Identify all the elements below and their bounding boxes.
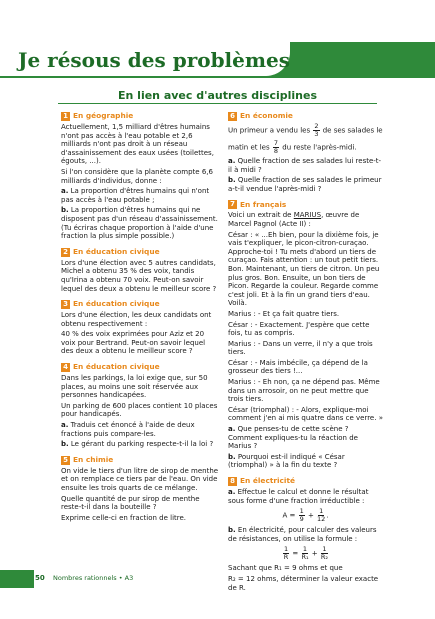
exercise-text: On vide le tiers d'un litre de sirop de menthe et on remplace ce tiers par de l'eau. On vide ensuite les trois quarts de ce mélange. (61, 466, 219, 492)
dialogue-line: César : - Mais imbécile, ça dépend de la grosseur des tiers !... (228, 358, 368, 376)
exercise-header (228, 200, 383, 209)
exercise-text: 40 % des voix exprimées pour Aziz et 20 voix pour Bertrand. Peut-on savoir lequel des deux a obtenu le meilleur score ? (61, 330, 206, 356)
operator: + (311, 549, 318, 558)
left-column (61, 112, 219, 529)
exercise-header (228, 112, 383, 121)
exercise-title: En éducation civique (73, 362, 160, 372)
exercise-number: 8 (228, 477, 237, 486)
text-fragment: du reste l'après-midi. (282, 143, 357, 152)
exercise-question: a. Quelle fraction de ses salades lui reste-t-il à midi ? (228, 157, 382, 174)
exercise-header (228, 477, 383, 486)
work-title: MARIUS (293, 211, 322, 220)
exercise-text: Un parking de 600 places contient 10 places pour handicapés. (61, 401, 218, 419)
exercise-2 (61, 248, 219, 293)
exercise-text: R₂ = 12 ohms, déterminer la valeur exacte de R. (228, 574, 379, 592)
right-column (228, 112, 383, 599)
exercise-text: Dans les parkings, la loi exige que, sur 50 places, au moins une soit réservée aux personnes handicapées. (61, 374, 208, 400)
exercise-question: a. Que penses-tu de cette scène ? Comment expliques-tu la réaction de Marius ? (228, 425, 358, 451)
fraction-denominator: 8 (273, 147, 279, 155)
exercise-question: a. Effectue le calcul et donne le résultat sous forme d'une fraction irréductible : (228, 488, 369, 505)
exercise-number: 1 (61, 112, 70, 121)
fraction-numerator: 2 (314, 122, 319, 130)
fraction-two-thirds (313, 123, 319, 138)
exercise-number: 7 (228, 200, 237, 209)
exercise-4 (61, 363, 219, 449)
footer-chapter: Nombres rationnels • A3 (53, 574, 134, 582)
exercise-title: En éducation civique (73, 246, 160, 256)
exercise-text: Actuellement, 1,5 milliard d'êtres humains n'ont pas accès à l'eau potable et 2,6 milliards n'ont pas droit à un réseau d'assainissement des eaux usées (toilettes, égouts, ...). (61, 123, 214, 166)
fraction-numerator: 1 (299, 507, 304, 516)
equation-lhs: A = (282, 511, 296, 520)
exercise-question: a. Traduis cet énoncé à l'aide de deux fractions puis compare-les. (61, 421, 195, 438)
exercise-question: b. Pourquoi est-il indiqué « César (triomphal) » à la fin du texte ? (228, 452, 345, 470)
fraction-numerator: 1 (322, 545, 327, 554)
exercise-number: 6 (228, 112, 237, 121)
exercise-number: 4 (61, 363, 70, 372)
equation-a (228, 508, 383, 523)
text-fragment: matin et les (228, 143, 270, 152)
exercise-question: a. La proportion d'êtres humains qui n'ont pas accès à l'eau potable ; (61, 187, 210, 204)
exercise-question: b. La proportion d'êtres humains qui ne disposent pas d'un réseau d'assainissement. (Tu écriras chaque proportion à l'aide d'une fraction la plus simple possible.) (61, 206, 218, 241)
exercise-number: 5 (61, 456, 70, 465)
exercise-header (61, 363, 219, 372)
exercise-question: b. En électricité, pour calculer des valeurs de résistances, on utilise la formule : (228, 526, 377, 543)
fraction (283, 546, 289, 561)
exercise-header (61, 300, 219, 309)
exercise-text: Si l'on considère que la planète compte 6,6 milliards d'individus, donne : (61, 167, 213, 185)
exercise-3 (61, 300, 219, 356)
dialogue-line: César : - Exactement. J'espère que cette fois, tu as compris. (228, 320, 370, 338)
exercise-text: Lors d'une élection avec 5 autres candidats, Michel a obtenu 35 % des voix, tandis qu'Irina a obtenu 70 voix. Peut-on savoir lequel des deux a obtenu le meilleur score ? (61, 258, 217, 293)
dialogue-line: César (triomphal) : - Alors, explique-moi comment j'en ai mis quatre dans ce verre. » (228, 405, 383, 423)
fraction-numerator: 7 (273, 139, 279, 147)
text-fragment: Voici un extrait de (228, 211, 292, 220)
subtitle-underline (58, 103, 377, 104)
exercise-text (228, 140, 383, 155)
fraction (317, 508, 325, 523)
exercise-intro (228, 211, 383, 228)
text-fragment: Un primeur a vendu les (228, 126, 311, 135)
exercise-title: En éducation civique (73, 299, 160, 309)
exercise-header (61, 456, 219, 465)
fraction-denominator: R (283, 553, 289, 562)
exercise-title: En économie (240, 111, 293, 121)
fraction-numerator: 1 (302, 545, 308, 554)
page-header (0, 0, 435, 88)
exercise-number: 3 (61, 300, 70, 309)
fraction-denominator: R₂ (320, 553, 329, 562)
exercise-text: Quelle quantité de pur sirop de menthe reste-t-il dans la bouteille ? (61, 494, 200, 512)
exercise-title: En chimie (73, 455, 114, 465)
footer-green-tab (0, 570, 34, 588)
equation-end: . (326, 511, 329, 520)
dialogue-line: Marius : - Dans un verre, il n'y a que trois tiers. (228, 339, 373, 357)
text-fragment: , œuvre de Marcel Pagnol (Acte II) : (228, 211, 360, 228)
text-fragment: de ses salades le (322, 126, 383, 135)
page-number: 50 (35, 574, 45, 582)
fraction-denominator: 9 (299, 515, 304, 524)
exercise-header (61, 112, 219, 121)
operator: + (307, 511, 314, 520)
section-subtitle: En lien avec d'autres disciplines (118, 89, 317, 102)
page-title: Je résous des problèmes (18, 48, 291, 72)
exercise-title: En géographie (73, 111, 134, 121)
exercise-7 (228, 200, 383, 470)
exercise-text: Sachant que R₁ = 9 ohms et que (228, 564, 343, 573)
fraction (321, 546, 328, 561)
fraction-numerator: 1 (319, 507, 324, 516)
exercise-5 (61, 456, 219, 523)
exercise-title: En français (240, 199, 287, 209)
exercise-question: b. Quelle fraction de ses salades le primeur a-t-il vendue l'après-midi ? (228, 176, 382, 193)
exercise-text: Exprime celle-ci en fraction de litre. (61, 513, 187, 522)
exercise-title: En électricité (240, 476, 295, 486)
exercise-6 (228, 112, 383, 193)
fraction (301, 546, 308, 561)
exercise-header (61, 248, 219, 257)
dialogue-line: Marius : - Eh non, ça ne dépend pas. Même dans un arrosoir, on ne peut mettre que trois tiers. (228, 378, 380, 404)
fraction-denominator: 12 (317, 515, 326, 524)
exercise-text: Lors d'une élection, les deux candidats ont obtenu respectivement : (61, 311, 212, 328)
exercise-8 (228, 477, 383, 592)
fraction-denominator: 3 (314, 130, 319, 138)
fraction-seven-eighths (273, 140, 279, 155)
fraction-denominator: R₁ (301, 553, 309, 562)
fraction-numerator: 1 (283, 545, 289, 554)
operator: = (292, 549, 299, 558)
exercise-1 (61, 112, 219, 241)
dialogue-line: Marius : - Et ça fait quatre tiers. (228, 309, 340, 318)
fraction (299, 508, 305, 523)
exercise-question: b. Le gérant du parking respecte-t-il la loi ? (61, 440, 214, 449)
exercise-number: 2 (61, 248, 70, 257)
equation-resistance (228, 546, 383, 561)
exercise-text (228, 123, 383, 138)
dialogue-line: César : « ...Eh bien, pour la dixième fois, je vais t'expliquer, le picon-citron-curaçao. Approche-toi ! Tu mets d'abord un tiers de curaçao. Fais attention : un tout petit tiers. Bon. Maintenant, un tiers de citron. Un peu plus gros. Bon. Ensuite, un bon tiers de Picon. Regarde la couleur. Regarde comme c'est joli. Et à la fin un grand tiers d'eau. Voilà. (228, 230, 380, 308)
